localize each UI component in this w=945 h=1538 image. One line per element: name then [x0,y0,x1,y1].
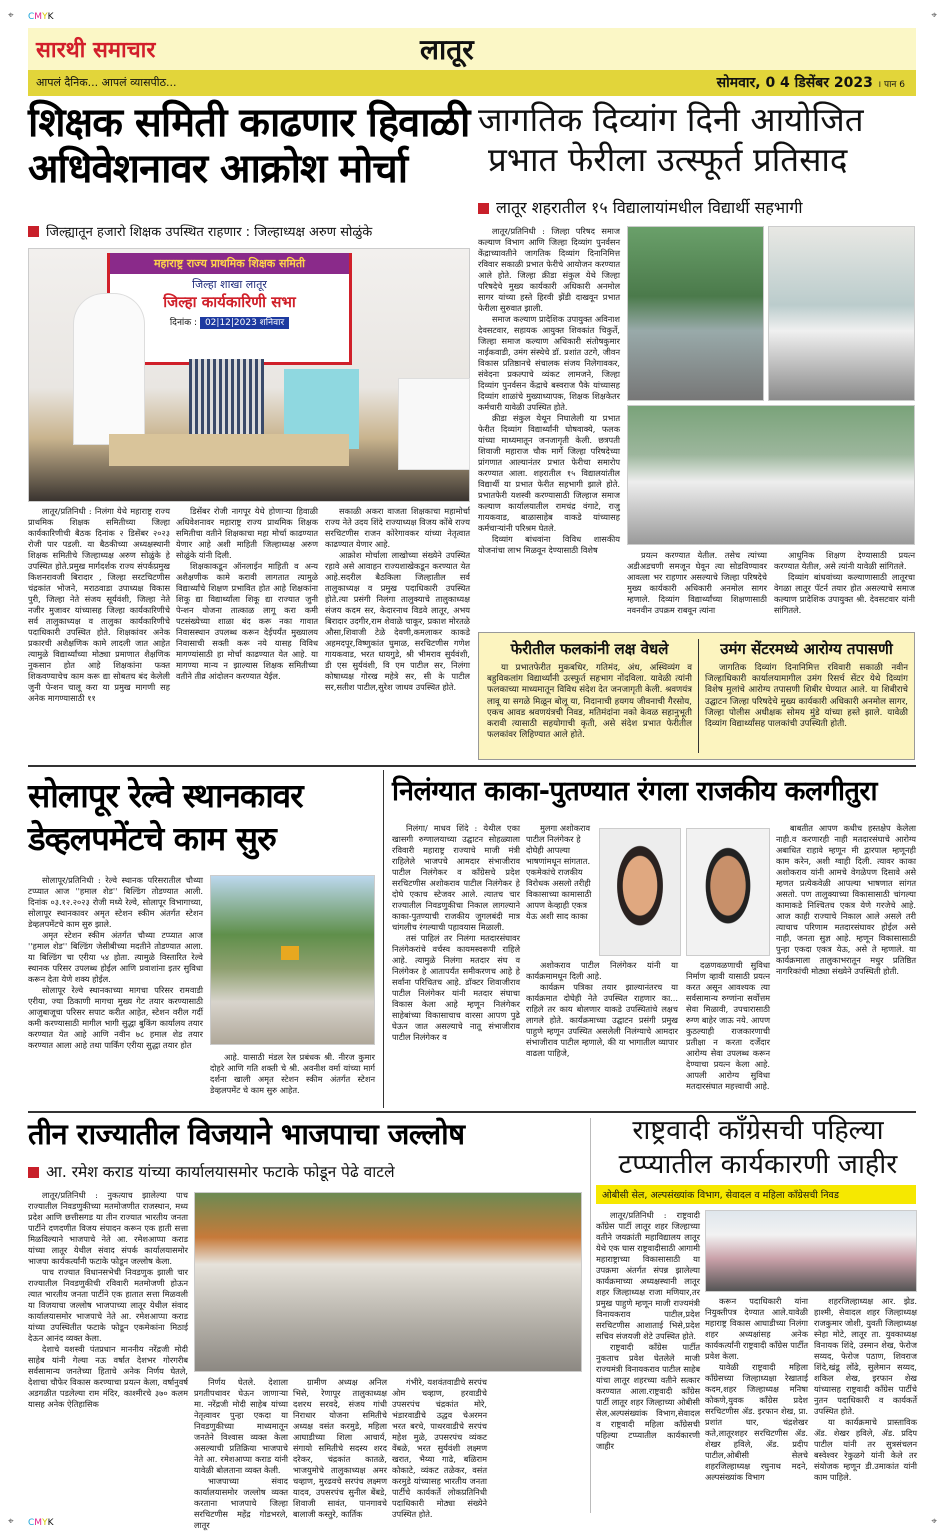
headline-line: शिक्षक समिती काढणार हिवाळी [28,100,470,146]
paragraph: तसं पाहिलं तर निलंगा मतदारसंघावर निलंगेकरांचे वर्चस्व कायमस्वरूपी राहिले आहे. त्यामुळे निलंगा मतदार संघ व निलंगेकर हे आतापर्यंत समीकरणच आहे हे सर्वांना परिचितच आहे. डॉक्टर शिवाजीराव पाटील निलंगेकर यांनी मतदार संघाचा विकास केला आहे म्हणून निलंगेकर साहेबांच्या विकासाचाच वारसा आपण पुढे घेऊन जात असल्याचे नातू संभाजीराव पाटील निलंगेकर व [392,933,520,1042]
dateline [717,73,905,92]
sidebar-right [705,633,908,730]
story3-headline [28,775,378,861]
story1-column [28,506,170,760]
paragraph: ग्रामीण अध्यक्ष अनिल भिसे, रेणापूर तालुकाध्यक्ष दशरथ सरवदे, संजय गांधी निराधार योजना समितीचे अध्यक्ष वसंत करमुडे, महिला आघाडीच्या शिला आचार्य, संगायो समितीचे सदस्य शरद दरेकर, चंद्रकांत कातळे, भाजयुमोचे तालुकाध्यक्ष अमर चव्हाण, मुरढवचे सरपंच लक्ष्मण यादव, उपसरपंच सुनील बेंबडे, शिवाजी सावंत, पानगावचे बालाजी कस्तुरे, कार्तिक [293,1377,387,1519]
divider [698,639,699,753]
paragraph: या कार्यक्रमाचे प्रास्ताविक ॲड. शेखर हविले, ॲड. प्रदिप पाटील यांनी तर सुत्रसंचलन बस्वेश्वर रेकुळगे यांनी केले तर संयोजक म्हणून डी.उमाकांत यांनी काम पाहिले. [814,1417,917,1482]
tagline: आपलं दैनिक... आपलं व्यासपीठ... [36,76,177,89]
rally-photo [627,405,915,545]
registration-mark-icon: ⌖ [931,1516,937,1527]
story2-subhead [478,196,802,218]
sidebar-text [705,663,908,730]
subhead-text: जिल्ह्यातून हजारो शिक्षक उपस्थित राहणार : जिल्हाध्यक्ष अरुण सोळुंके [46,225,373,240]
story4-column [776,823,916,1108]
story5-headline: तीन राज्यातील विजयाने भाजपाचा जल्लोष [28,1117,465,1151]
politician-photo [599,828,681,956]
story3-column [28,875,203,1107]
headline-line: प्रभात फेरीला उत्स्फूर्त प्रतिसाद [488,139,848,179]
paragraph: आक्रोश मोर्चाला लाखोच्या संख्येने उपस्थित रहावे असे आवाहन राज्यशाखेकडून करण्यात येत आहे.सदरील बैठकिला जिल्हातील सर्व तालुकाध्यक्ष व प्रमुख पदाधिकारी उपस्थित होते.त्या प्रसंगी निलंगा तालुक्याचे तालुकाध्यक्ष संजय कदम सर, केदारनाथ विडवे लातूर, अभय बिरादार उदगीर,राम शेवाळे चाकूर, प्रकाश मोरतळे औसा,शिवाजी टेळे देवणी,कमलाकर काकडे अहमदपूर,विष्णुकांत घुमाळ, सरचिटणीस गणेश गायकवाड, भरत धायगुडे, श्री भीमराव सुर्यवंशी, डी एस सुर्यवंशी, वि एम पाटील सर, निलंगा कोषाध्यक्ष गोरख महेत्रे सर, सी के पाटील सर,सतीश पाटील,सुरेश जाधव उपस्थित होते. [325,550,470,692]
story2-sidebar-box [478,632,915,760]
table [109,434,349,466]
registration-mark-icon: ⌖ [931,10,937,21]
headline-line: अधिवेशनावर आक्रोश मोर्चा [28,146,408,192]
paragraph: डिसेंबर रोजी नागपूर येथे होणाऱ्या हिवाळी अधिवेशनावर महाराष्ट्र राज्य प्राथमिक शिक्षक समितीचा वतीने शिक्षकाचा महा मोर्चा काढण्यात येणार आहे अशी माहिती जिल्हाध्यक्ष अरुण सोळुंके यांनी दिली. [176,506,318,560]
cmyk-mark: CMYK [28,12,54,22]
headline-line: राष्ट्रवादी कॉंग्रेसची पहिल्या [632,1115,884,1146]
column-divider [383,770,384,1108]
banner-event: जिल्हा कार्यकारिणी सभा [163,293,296,311]
rally-photo [627,226,764,401]
paragraph: लातूर/प्रतिनिधी : जिल्हा परिषद समाज कल्याण विभाग आणि जिल्हा दिव्यांग पुनर्वसन केंद्राच्यावतीने जागतिक दिव्यांग दिनानिमित्त रविवार सकाळी प्रभात फेरीचे आयोजन करण्यात आले होते. जिल्हा क्रीडा संकुल येथे जिल्हा परिषदेचे मुख्य कार्यकारी अधिकारी अनमोल सागर यांच्या हस्ते हिरवी झेंडी दाखवून प्रभात फेरीला सुरुवात झाली. [478,226,620,313]
demolition-photo [210,875,375,1045]
paragraph: लातूर/प्रतिनिधी : नुकत्याच झालेल्या पाच राज्यातील निवडणुकीच्या मतमोजणीत राजस्थान, मध्य प्रदेश आणि छत्तीसगड या तीन राज्यात भारतीय जनता पार्टीने दणदणीत विजय संपादन करून एक हाती सत्ता मिळविल्याने भाजपाचे नेते आ. रमेशआप्पा कराड यांच्या लातूर येथील संवाद संपर्क कार्यालयासमोर भाजपा कार्यकर्त्यांनी फटाके फोडून जल्लोष केला. [28,1190,188,1266]
story2-column [478,226,620,626]
section-divider [28,1111,916,1113]
story4-column [526,823,596,955]
paragraph: आहे. यासाठी मंडल रेल प्रबंधक श्री. नीरज कुमार दोहरे आणि गति शक्ती चे श्री. अवनीश वर्मा यांच्या मार्ग दर्शना खाली अमृत स्टेशन स्कीम अंतर्गत स्टेशन डेव्हलपमेंट चे काम सुरु आहेत. [210,1052,375,1095]
bullet-square-icon [28,1167,39,1178]
paragraph: राष्ट्रवादी कॉंग्रेस पार्टीत नुकताच प्रवेश घेतलेले माजी राज्यमंत्री विनायकराव पाटील साहेब यांचा लातूर शहरच्या वतीने सत्कार करण्यात आला.राष्ट्रवादी कॉंग्रेस पार्टी लातूर शहर जिल्हाच्या ओबीसी सेल,अल्पसंख्यांक विभाग,सेवादल व राष्ट्रवादी महिला कॉंग्रेसची पहिल्या टप्प्यातील कार्यकारणी जाहीर [596,1342,700,1451]
paragraph: प्रयत्न करण्यात येतील. तसेच त्यांच्या अडीअडचणी समजून घेवून त्या सोडविण्यावर आवत्ला भर राहणार असल्याचे जिल्हा परिषदेचे मुख्य कार्यकारी अधिकारी अनमोल सागर म्हणाले. दिव्यांग विद्यार्थ्यांच्या शिक्षणासाठी नवनवीन उपक्रम राबवून त्यांना [627,550,767,615]
sidebar-title: उमंग सेंटरमध्ये आरोग्य तपासणी [720,640,893,658]
paragraph: शहरजिल्हाध्यक्ष आर. झेड. हाश्मी, सेवादल शहर जिल्हाध्यक्ष राजकुमार जोशी, युवती जिल्हाध्यक्ष स्नेहा मोटे, लातूर ता. युवकाध्यक्ष विनायक शिंदे, उस्मान शेख, फेरोज सय्यद, फेरोज पठाण, शिवराज शिंदे,खंडू लोंढे, सुलेमान सय्यद, शकिल शेख, इरफान शेख यांच्यासह राष्ट्रवादी कॉंग्रेस पार्टीचे नुतन पदाधिकारी व कार्यकर्ते उपस्थित होते. [814,1296,917,1416]
banner-date-label: दिनांक : [169,318,198,328]
story2-headline [478,100,918,179]
headline-line: सोलापूर रेल्वे स्थानकावर [28,776,303,815]
paragraph: निलंगा/ माधव शिंदे : येथील एका खासगी रुग्णालयाच्या उद्घाटन सोहळ्याला रविवारी महाराष्ट्र राज्याचे माजी मंत्री राहिलेले भाजपचे आमदार संभाजीराव पाटील निलंगेकर व काँग्रेसचे प्रदेश सरचिटणीस अशोकराव पाटील निलंगेकर हे दोघे एकाच स्टेजवर आले. त्यातच चार राज्यातील निवडणुकीचा निकाल लागल्याने काका-पुतण्याची राजकीय जुगलबंदी मात्र चांगलीच रंगल्याची पहावयास मिळाली. [392,823,520,932]
story5-column [28,1190,188,1512]
story2-column [774,550,915,626]
banner-date: 02|12|2023 शनिवार [200,317,289,329]
politician-photo [686,828,770,956]
sidebar-text [487,663,692,741]
paragraph: भाजपाच्या संवाद कार्यालयासमोर जल्लोष व्यक्त करताना भाजपाचे जिल्हा सरचिटणीस महेंद्र गोडभरले, लातूर [194,1476,288,1530]
story1-column [325,506,470,760]
sidebar-title: फेरीतील फलकांनी लक्ष वेधले [510,640,669,658]
paragraph: क्रीडा संकुल येथून निघालेली या प्रभात फेरीत दिव्यांग विद्यार्थ्यांनी घोषवाक्ये, फलक यांच्या माध्यमातून जनजागृती केली. छत्रपती शिवाजी महाराज चौक मार्गे जिल्हा परिषदेच्या प्रांगणात आल्यानंतर प्रभात फेरीचा समारोप करण्यात आला. शहरातील १५ विद्यालयांतील विद्यार्थी या प्रभात फेरीत सहभागी झाले होते. प्रभातफेरी यशस्वी करण्यासाठी जिल्हाज समाज कल्याण कार्यालयातील रामचंद्र वंगाटे, राजु गायकवाड, बाळासाहेब वाकडे यांच्यासह कर्मचाऱ्यांनी परिश्रम घेतले. [478,413,620,533]
story5-subhead [28,1160,395,1182]
story1-column [176,506,318,760]
paragraph: कार्यक्रम पत्रिका तयार झाल्यानंतरच या कार्यक्रमात दोघेही नेते उपस्थित राहणार का... राहिले तर काय बोलणार याकडे उपस्थितांचे लक्षच लागले होते. कार्यक्रमाच्या उद्घाटन प्रसंगी प्रमुख पाहुणे म्हणून उपस्थित असलेली निलंग्याचे आमदार संभाजीराव पाटील म्हणाले, की या भागातील व्यापार वाढला पाहिजे, [526,982,678,1058]
paragraph: यावेळी राष्ट्रवादी महिला कॉंग्रेसच्या जिल्हाध्यक्षा रेखाताई कदम,शहर जिल्हाध्यक्ष मनिषा कोकणे,युवक कॉंग्रेस प्रदेश सरचिटणीस ॲड. इरफान शेख, प्रा. प्रशांत घार, चंद्रशेखर कते,लातूरशहर सरचिटणीस ॲड. शेखर हविले, ॲड. प्रदीप पाटील,ओबीसी सेलचे शहरजिल्हाध्यक्ष रघुनाथ मदने, अल्पसंख्यांक विभाग [705,1362,808,1482]
person-figure [74,294,144,444]
paragraph: जागतिक दिव्यांग दिनानिमित्त रविवारी सकाळी नवीन जिल्हाधिकारी कार्यालयामागील उमंग रिसर्च सेंटर येथे दिव्यांग विशेष मुलांचे आरोग्य तपासणी शिबीर घेण्यात आले. या शिबीराचे उद्घाटन जिल्हा परिषदेचे मुख्य कार्यकारी अधिकारी अनमोल सागर, जिल्हा पोलीस अधीक्षक सोमय मुंडे यांच्या हस्ते झाले. यावेळी दिव्यांग विद्यार्थ्यांसह पालकांची उपस्थिती होती. [705,663,908,730]
story1-headline [28,100,473,192]
edition-city: लातूर [420,33,474,66]
story4-column [686,960,770,1108]
paragraph: दिव्यांग बांधवांच्या कल्याणासाठी लातूरचा वेगळा लातूर पॅटर्न तयार होत असल्याचे समाज कल्याण प्रादेशिक उपायुक्त श्री. देवसटवार यांनी सांगितले. [774,572,915,615]
registration-mark-icon: ⌖ [8,10,14,21]
paragraph: शिक्षकाकडून ऑनलाईन माहिती व अन्य अशैक्षणीक कामे करावी लागतात त्यामुळे विद्यार्थ्यांचे शिक्षण प्रभावित होत आहे शिक्षकांना शिकू द्या विद्यार्थ्यांला शिकू द्या राज्यात जुनी पेन्शन योजना तात्काळ लागू करा कमी पटसंख्येच्या शाळा बंद करू नका गावात निवासस्थान उपलब्ध करून देईपर्यंत मुख्यालय निवासाची सक्ती करू नये यासह विविध मागण्यांसाठी हा मोर्चा काढण्यात येत आहे. या मागण्या मान्य न झाल्यास शिक्षक समितीच्या वतीने तीव्र आंदोलन करण्यात येईल. [176,561,318,681]
person-figure [189,359,264,444]
story6-column [814,1296,917,1512]
paragraph: मुलगा अशोकराव पाटील निलंगेकर हे दोघेही आपल्या भाषणांमधून सांगतात. एकमेकांचे राजकीय विरोधक असलो तरीही विकासाच्या कामासाठी आपण केव्हाही एकत्र येऊ अशी साद काका [526,823,592,921]
paragraph: लातूर/प्रतिनिधी : निलंगा येथे महाराष्ट्र राज्य प्राथमिक शिक्षक समितीच्या जिल्हा कार्यकारिणीची बैठक दिनांक २ डिसेंबर २०२३ रोजी पार पडली. या बैठकीच्या अध्यक्षस्थानी शिक्षक समितीचे जिल्हाध्यक्ष अरुण सोळुंके हे उपस्थित होते.प्रमुख मार्गदर्शक राज्य संपर्कप्रमुख किशनरावजी बिरादार , जिल्हा सरटचिटणीस चंद्रकांत भोजने, मराठवाडा उपाध्यक्ष विकास पुरी, जिल्हा नेते संजय सूर्यवंशी, जिल्हा नेते नजीर मुजावर यांच्यासह जिल्हा कार्यकारिणीचे सर्व तालुकाध्यक्ष व तालुका कार्यकारिणीचे पदाधिकारी उपस्थित होते. शिक्षकांवर अनेक प्रकारची अशैक्षणिक कामे लादली जात आहेत त्यामुळे विद्यार्थ्यांच्या मोठ्या प्रमाणात शैक्षणिक नुकसान होत आहे शिक्षकांना फक्त शिकवण्याचेच काम करू द्या सोबतच बंद केलेली जुनी पेन्शन चालू करा या प्रमुख मागणी सह अनेक मागण्यासाठी ११ [28,506,170,703]
story4-column [392,823,520,1108]
story6-column [705,1296,808,1512]
paragraph: पाच राज्यात विधानसभेची निवडणुक झाली चार राज्यातील निवडणुकीची रविवारी मतमोजणी होऊन त्यात भारतीय जनता पार्टीने एक हातात सत्ता मिळवली या विजयाचा जल्लोष भाजपाच्या लातूर येथील संवाद कार्यालयासमोर भाजपाचे नेते आ. रमेशआप्पा कराड यांच्या उपस्थितीत फटाके फोडून एकमेकांना मिठाई देऊन आनंद व्यक्त केला. [28,1267,188,1343]
bullet-square-icon [28,226,39,237]
rally-photo [768,226,915,401]
party-photo [705,1210,917,1292]
story2-column [627,550,767,626]
excavator [281,946,299,960]
column-divider [590,1118,591,1513]
date: सोमवार, 0 4 डिसेंबर 2023 [716,75,873,91]
story6-column [596,1210,700,1512]
sidebar-left [487,633,692,741]
paragraph: या प्रभातफेरीत मुकबधिर, गतिमंद, अंध, अस्थिव्यंग व बहुविकलांग विद्यार्थ्यांनी उत्स्फुर्त सहभाग नोंदविला. यावेळी त्यांनी फलकाच्या माध्यमातून विविध संदेश देत जनजागृती केली. श्रवणयंत्र लावू या सगळे मिळून बोलू या, निदानाची हयगय जीवनाची गैरसोय, एकच आवड श्रवणयंत्रची निवड, मतिमंदांना नको केवळ सहानुभूती करावी त्यासाठी सहयोगाची कृती, असे संदेश प्रभात फेरीतील फलकांवर लिहिण्यात आले होते. [487,663,692,741]
paragraph: देशाचे यशस्वी पंतप्रधान माननीय नरेंद्रजी मोदी साहेब यांनी गेल्या नऊ वर्षात देशभर गोरगरीब सर्वसामान्य जनतेच्या हिताचे अनेक निर्णय घेतले, देशाचा चौफेर विकास करण्याचा प्रयत्न केला, वर्षानुवर्ष अडगळीत पडलेल्या राम मंदिर, काश्मीरचे ३७० कलम यासह अनेक ऐतिहासिक [28,1344,188,1409]
subhead-text: आ. रमेश कराड यांच्या कार्यालयासमोर फटाके फोडून पेढे वाटले [46,1163,395,1181]
story6-headline [598,1114,918,1182]
story4-column [526,960,678,1108]
registration-mark-icon: ⌖ [8,1516,14,1527]
story1-photo [28,248,470,502]
story6-highlight: ओबीसी सेल, अल्पसंख्यांक विभाग, सेवादल व महिला कॉंग्रेसची निवड [596,1185,916,1204]
paragraph: करून पदाधिकारी यांना नियुक्तीपत्र देण्यात आले.यावेळी महाराष्ट्र विकास आघाडीच्या निलंगा शहर अध्यक्षांसह अनेक कार्यकर्त्यांनी राष्ट्रवादी कॉंग्रेस पार्टीत प्रवेश केला. [705,1296,808,1361]
headline-line: जागतिक दिव्यांग दिनी आयोजित [478,100,864,139]
newspaper-brand: सारथी समाचार [36,37,156,63]
paragraph: अमृत स्टेशन स्कीम अंतर्गत चौथ्या टप्प्यात आज ''हमाल शेड'' बिल्डिंग जेसीबीच्या मदतीने तोडण्यात आला. या बिल्डिंग चा एरीया ५४ होता. त्यामुळे विस्तारित रेल्वे स्थानक परिसर उपलब्ध होईल आणि प्रवाशांना इतर सुविधा करून देता येणे शक्य होईल. [28,930,203,984]
paragraph: सोलापूर रेल्वे स्थानकाच्या मागचा परिसर रामवाडी एरीया, ज्या ठिकाणी मागचा मुख्य गेट तयार करण्यासाठी आजुबाजूचा परिसर सपाट करीत आहेत, स्टेशन वरील गर्दी कमी करण्यासाठी मागील भागी सुद्धा बुकिंग कार्यालय तयार करण्यात येत आहे आणि नवीन ७८ हमाल शेड तयार करण्यात आला आहे तथा पार्किंग एरीया सुद्धा तयार होत [28,985,203,1050]
paragraph: सोलापूर/प्रतिनिधी : रेल्वे स्थानक परिसरातील चौथ्या टप्प्यात आज ''हमाल शेड'' बिल्डिंग तोडण्यात आली. दिनांक ०३.१२.२०२३ रोजी मध्ये रेल्वे, सोलापूर विभागाच्या, सोलापूर स्थानकावर अमृत स्टेशन स्कीम अंतर्गत स्टेशन डेव्हलपमेंटचे काम सुरु झाले. [28,875,203,929]
celebration-photo [194,1192,582,1372]
paragraph: गंभीरे, यशवंतवाडीचे सरपंच ओम चव्हाण, हरवाडीचे उपसरपंच चंद्रकांत मोरे, भंडारवाडीचे उद्धव चेअरमन भरत बरचे, पाथरवाडीचे सरपंच महेश मुळे, उपसरपंच व्यंकट वेंबळे, भरत सुर्यवंशी लक्ष्मण खरात, भैय्या गाढे, बळिराम कोकाटे, व्यंकट तळेकर, वसंत करमुडे यांच्यासह भारतीय जनता पार्टीचे कार्यकर्ते लोकप्रतिनिधी पदाधिकारी मोठ्या संख्येने उपस्थित होते. [392,1377,487,1519]
cmyk-mark: CMYK [28,1518,54,1528]
headline-line: टप्प्यातील कार्यकारणी जाहीर [618,1148,898,1180]
story5-column [194,1377,288,1530]
paragraph: समाज कल्याण प्रादेशिक उपायुक्त अविनाश देवसटवार, सहायक आयुक्त शिवकांत चिकुर्ते, जिल्हा समाज कल्याण अधिकारी संतोषकुमार नाईकवाडी, उमंग संस्थेचे डॉ. प्रशांत उटगे, जीवन विकास प्रतिष्ठानचे संचालक संजय निलेगावकर, संवेदना प्रकल्पाचे व्यंकट लामजने, जिल्हा दिव्यांग पुनर्वसन केंद्राचे बस्वराज पैके यांच्यासह दिव्यांग शाळांचे मुख्याध्यापक, शिक्षक शिक्षकेतर कर्मचारी यावेळी उपस्थित होते. [478,314,620,412]
story1-subhead [28,222,372,240]
paragraph: दिव्यांग बांधवांना विविध शासकीय योजनांचा लाभ मिळवून देण्यासाठी विशेष [478,534,620,555]
story5-column [392,1377,487,1519]
story5-column [293,1377,387,1519]
paragraph: लातूर/प्रतिनिधी : राष्ट्रवादी कॉंग्रेस पार्टी लातूर शहर जिल्हाच्या वतीने जयक्रांती महाविद्यालय लातूर येथे एक घास राष्ट्रवादीसाठी आगामी महाराष्ट्राच्या विकासासाठी या उपक्रमा अंतर्गत संपन्न झालेल्या कार्यक्रमाच्या अध्यक्षस्थानी लातूर शहर जिल्हाध्यक्ष राजा मणियार,तर प्रमुख पाहुणे म्हणून माजी राज्यमंत्री विनायकराव पाटील,प्रदेश सरचिटणीस आशाताई भिसे,प्रदेश सचिव संजयजी शेटे उपस्थित होते. [596,1210,700,1341]
paragraph: बाबतीत आपण कधीच हस्तक्षेप केलेला नाही.व करणारही नाही मतदारसंघाचे आरोग्य अबाधित राहावे म्हणून मी द्वारपाल म्हणूनही काम करेन, अशी ग्वाही दिली. त्यावर काका अशोकराव यांनी आमचे वेगळेपण दिसावे असे म्हणत प्रत्येकवेळी आपल्या भाषणात सांगत असतो. पण तालुक्याच्या विकासासाठी चांगल्या कामाकडे निश्चितच एकत्र येणे गरजेचे आहे. आज काही राज्याचे निकाल आले असले तरी त्याचाच परिणाम मतदारसंघावर होईल असे नाही, जनता सुज्ञ आहे. म्हणून विकासासाठी पुन्हा एकदा एकत्र येऊ, असे ते म्हणाले. या कार्यक्रमाला तालुकाभरातून मधुर प्रतिष्ठित नागरिकांची मोठ्या संख्येने उपस्थिती होती. [776,823,916,976]
person-figure [399,379,469,469]
bullet-square-icon [478,203,489,214]
headline-line: डेव्हलपमेंटचे काम सुरु [28,818,276,858]
page-number: । पान 6 [877,80,905,90]
paragraph: निर्णय घेतले. देशाला प्रगतीपथावर घेऊन जाणाऱ्या मा. नरेंद्रजी मोदी साहेब यांच्या नेतृत्वावर पुन्हा एकदा या निवडणुकीच्या माध्यमातून जनतेने विश्वास व्यक्त केला असल्याची प्रतिक्रिया भाजपाचे नेते आ. रमेशआप्पा कराड यांनी यावेळी बोलताना व्यक्त केली. [194,1377,288,1475]
paragraph: आधुनिक शिक्षण देण्यासाठी प्रयत्न करण्यात येतील, असे त्यांनी यावेळी सांगितले. [774,550,915,571]
subhead-text: लातूर शहरातील १५ विद्यालायांमधील विद्यार्थी सहभागी [496,198,803,217]
story4-headline: निलंग्यात काका-पुतण्यात रंगला राजकीय कलगीतुरा [392,776,877,807]
paragraph: अशोकराव पाटील निलंगेकर यांनी या कार्यक्रमामधून दिली आहे. [526,960,678,981]
paragraph: दळणवळणाची सुविधा निर्माण व्हावी यासाठी प्रयत्न करत असून आवश्यक त्या सर्वसामान्य रुग्णांना सर्वोत्तम सेवा मिळावी, उपचारासाठी रुग्ण बाहेर जाऊ नये. आपण कुठल्याही राजकारणाची प्रतीक्षा न करता दर्जेदार आरोग्य सेवा उपलब्ध करून देण्याचा प्रयत्न केला आहे. आपली आरोग्य सुविधा मतदारसंघात महत्त्वाची आहे. [686,960,770,1091]
section-divider [28,765,916,767]
banner-branch: जिल्हा शाखा लातूर [192,278,267,291]
paragraph: सकाळी अकरा वाजता शिक्षकाचा महामोर्चा राज्य नेते उदय शिंदे राज्याध्यक्ष विजय कोंबे राज्य सरचिटणीस राजन कोरेगावकर यांच्या नेतृत्वात काढण्यात येणार आहे. [325,506,470,549]
story3-caption [210,1052,375,1108]
banner-org: महाराष्ट्र राज्य प्राथमिक शिक्षक समिती [110,253,349,274]
